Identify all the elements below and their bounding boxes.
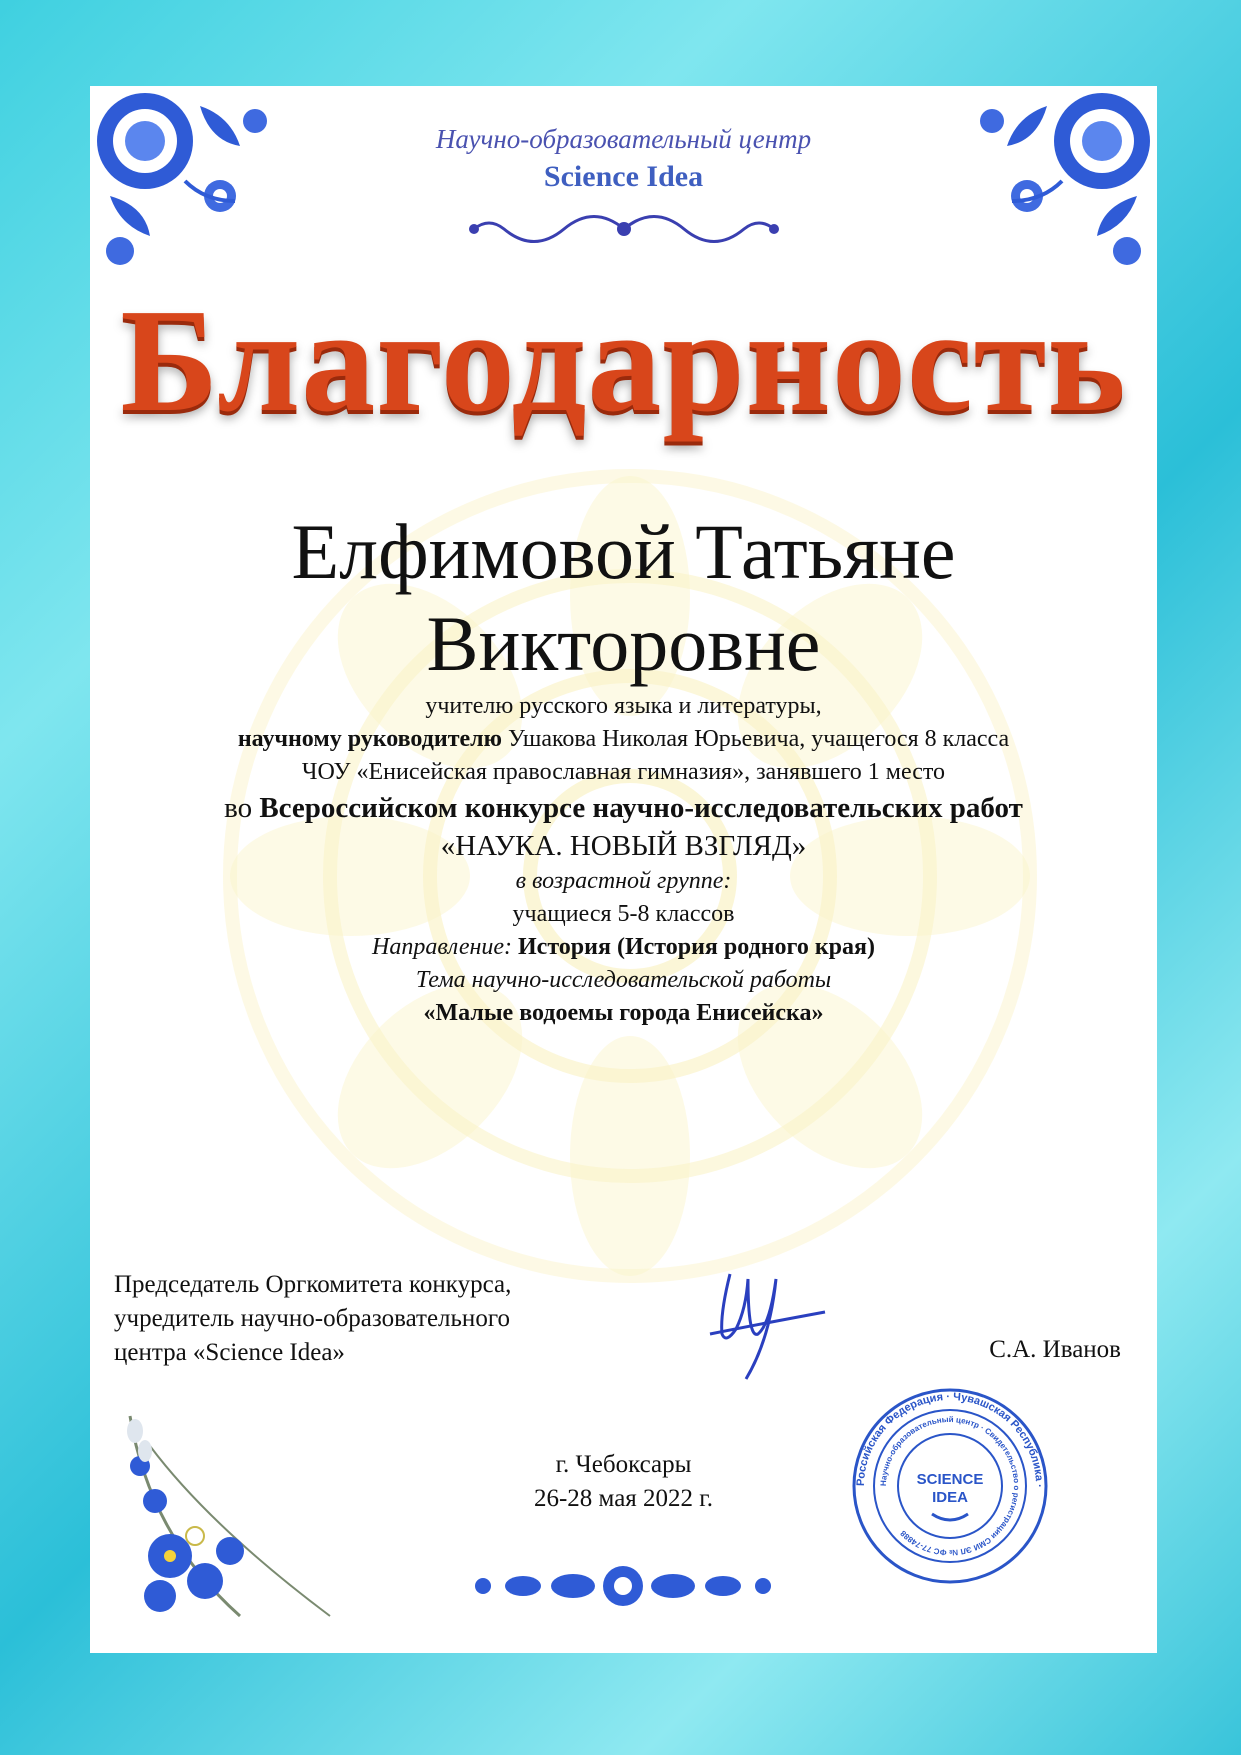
stamp-logo-line-1: SCIENCE xyxy=(916,1471,984,1488)
age-group: учащиеся 5-8 классов xyxy=(512,901,735,927)
direction-value: История (История родного края) xyxy=(518,934,875,960)
contest-name: «НАУКА. НОВЫЙ ВЗГЛЯД» xyxy=(440,830,807,862)
event-dates: 26-28 мая 2022 г. xyxy=(533,1485,713,1512)
topic-label: Тема научно-исследовательской работы xyxy=(415,967,832,993)
age-group-label: в возрастной группе: xyxy=(515,868,732,894)
recipient-name xyxy=(90,506,1157,690)
topic-value: «Малые водоемы города Енисейска» xyxy=(423,1000,824,1026)
recipient-position: учителю русского языка и литературы, xyxy=(425,693,822,719)
signatory-name: С.А. Иванов xyxy=(989,1336,1121,1363)
direction-line xyxy=(90,931,1157,964)
contest-line xyxy=(90,789,1157,827)
school-info: ЧОУ «Енисейская православная гимназия», занявшего 1 место xyxy=(301,759,946,785)
organization-stamp xyxy=(850,1386,1050,1586)
contest-title: Всероссийском конкурсе научно-исследовательских работ xyxy=(259,792,1023,824)
supervisor-line xyxy=(90,723,1157,756)
center-type-label: Научно-образовательный центр xyxy=(435,124,812,154)
direction-label: Направление: xyxy=(372,934,519,960)
certificate-title: Благодарность xyxy=(120,279,1127,443)
signatory-title xyxy=(114,1268,511,1370)
signatory-line-1: Председатель Оргкомитета конкурса, xyxy=(114,1271,512,1298)
stamp-logo-wave-icon xyxy=(932,1514,968,1520)
signatory-line-2: учредитель научно-образовательного xyxy=(114,1305,510,1332)
footer-gzhel-ornament xyxy=(468,1556,778,1616)
city: г. Чебоксары xyxy=(555,1451,692,1478)
recipient-surname-name: Елфимовой Татьяне xyxy=(291,508,956,595)
certificate-sheet xyxy=(90,86,1157,1653)
flower-bouquet-corner-bottom-left xyxy=(110,1406,350,1646)
center-name: Science Idea xyxy=(543,160,704,193)
stamp-logo-line-2: IDEA xyxy=(932,1489,968,1506)
stamp-inner-text: Научно-образовательный центр · Свидетельство о регистрации СМИ ЭЛ № ФС 77-74888 xyxy=(878,1414,1022,1558)
supervisor-role: научному руководителю xyxy=(237,726,502,752)
handwritten-signature xyxy=(690,1254,830,1404)
header-flourish-ornament xyxy=(464,204,784,254)
contest-prefix: во xyxy=(224,792,260,824)
certificate-body xyxy=(90,690,1157,1030)
recipient-patronymic: Викторовне xyxy=(426,600,821,687)
student-info: Ушакова Николая Юрьевича, учащегося 8 класса xyxy=(501,726,1010,752)
signatory-line-3: центра «Science Idea» xyxy=(114,1339,345,1366)
stamp-outer-text: Российская Федерация · Чувашская Республика · xyxy=(854,1390,1046,1488)
